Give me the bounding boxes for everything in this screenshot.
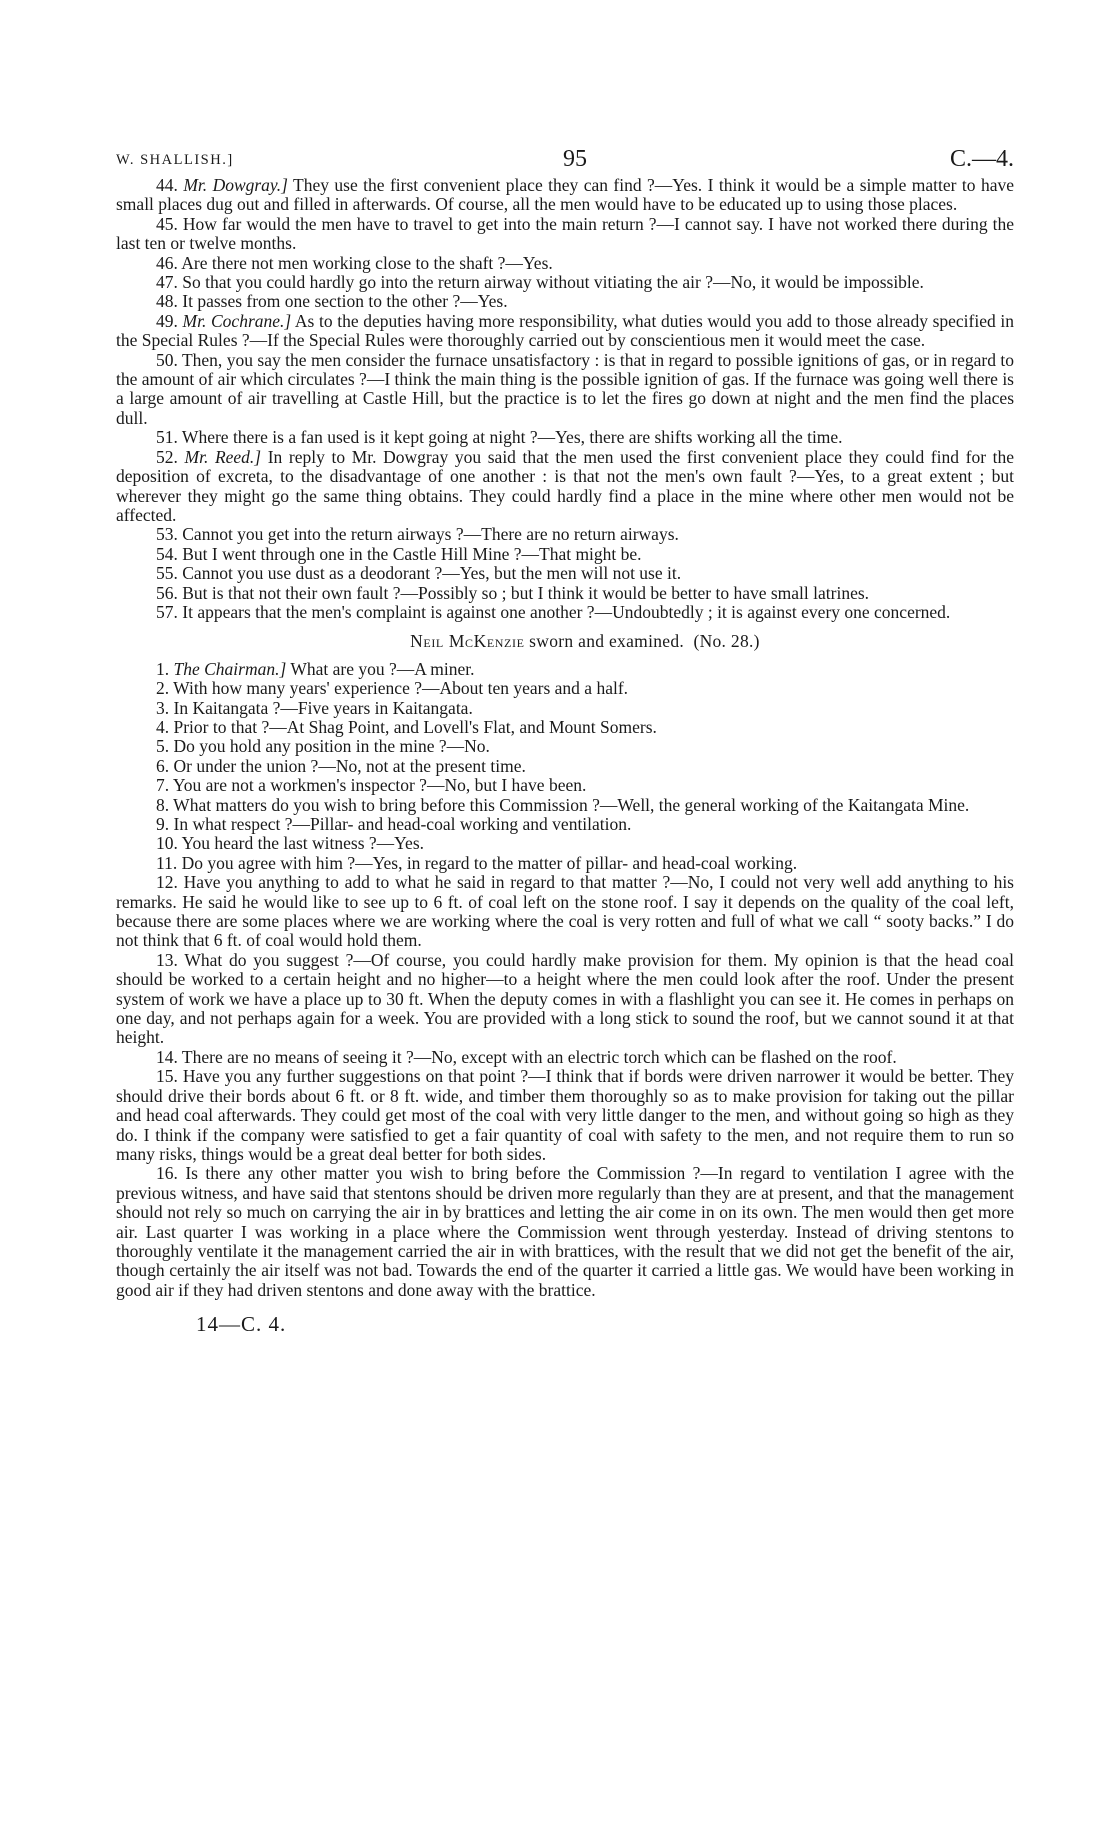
- question-answer: 50. Then, you say the men consider the furnace unsatisfactory : is that in regard to possible ignitions of gas, or in regard to the amount of air which circulates ?—I think the main thing is the possible ignition of gas. If the furnace was going well there is a large amount of air travelling at Castle Hill, but the practice is to let the fires go down at night and the men find the places dull.: [116, 349, 1014, 428]
- witness-name: Neil McKenzie: [410, 631, 525, 652]
- question-answer: 2. With how many years' experience ?—About ten years and a half.: [156, 678, 629, 699]
- testimony-part-2: [116, 660, 1014, 1300]
- witness-number: (No. 28.): [693, 631, 760, 652]
- question-answer: 7. You are not a workmen's inspector ?—No, but I have been.: [156, 775, 587, 796]
- question-answer: 3. In Kaitangata ?—Five years in Kaitangata.: [156, 697, 473, 718]
- question-answer: 11. Do you agree with him ?—Yes, in regard to the matter of pillar- and head-coal working.: [156, 852, 798, 873]
- running-head: [116, 146, 1014, 176]
- question-answer: 8. What matters do you wish to bring before this Commission ?—Well, the general working of the Kaitangata Mine.: [156, 794, 970, 815]
- question-answer: 5. Do you hold any position in the mine ?—No.: [156, 736, 490, 757]
- question-answer: 48. It passes from one section to the other ?—Yes.: [156, 291, 508, 312]
- question-answer: 4. Prior to that ?—At Shag Point, and Lovell's Flat, and Mount Somers.: [156, 716, 657, 737]
- question-answer: 44. Mr. Dowgray.] They use the first convenient place they can find ?—Yes. I think it would be a simple matter to have small places dug out and filled in afterwards. Of course, all the men would have to be educated up to using those places.: [116, 175, 1014, 215]
- question-answer: 1. The Chairman.] What are you ?—A miner.: [156, 658, 475, 679]
- question-answer: 56. But is that not their own fault ?—Possibly so ; but I think it would be better to have small latrines.: [156, 582, 870, 603]
- question-answer: 14. There are no means of seeing it ?—No, except with an electric torch which can be flashed on the roof.: [156, 1046, 897, 1067]
- question-answer: 52. Mr. Reed.] In reply to Mr. Dowgray you said that the men used the first convenient place they could find for the deposition of excreta, to the disadvantage of one another : is that not the men's own fault ?—Yes, to a great extent ; but wherever they might go the same thing obtains. They could hardly find a place in the mine where other men would not be affected.: [116, 446, 1015, 525]
- question-answer: 13. What do you suggest ?—Of course, you could hardly make provision for them. My opinion is that the head coal should be worked to a certain height and no higher—to a height where the men could look after the roof. Under the present system of work we have a place up to 30 ft. When the deputy comes in with a flashlight you can see it. He comes in perhaps on one day, and not perhaps again for a week. You are provided with a long stick to sound the roof, but we cannot sound it at that height.: [116, 949, 1014, 1048]
- page-number: 95: [563, 146, 587, 172]
- question-answer: 16. Is there any other matter you wish to bring before the Commission ?—In regard to ventilation I agree with the previous witness, and have said that stentons should be driven more regularly than they are at present, and that the management should not rely so much on carrying the air in by brattices and letting the air come in on its own. The men would then get more air. Last quarter I was working in a place where the Commission went through yesterday. Instead of driving stentons to thoroughly ventilate it the management carried the air in with brattices, with the result that we did not get the benefit of the air, though certainly the air itself was not bad. Towards the end of the quarter it carried a little gas. We would have been working in good air if they had driven stentons and done away with the brattice.: [116, 1163, 1014, 1300]
- question-answer: 6. Or under the union ?—No, not at the present time.: [156, 755, 526, 776]
- question-answer: 55. Cannot you use dust as a deodorant ?—Yes, but the men will not use it.: [156, 563, 682, 584]
- witness-name-header: W. SHALLISH.]: [116, 152, 234, 168]
- question-answer: 45. How far would the men have to travel to get into the main return ?—I cannot say. I have not worked there during the last ten or twelve months.: [116, 213, 1014, 254]
- question-answer: 15. Have you any further suggestions on that point ?—I think that if bords were driven narrower it would be better. They should drive their bords about 6 ft. or 8 ft. wide, and timber them thoroughly so as to make provision for taking out the pillar and head coal afterwards. They could get most of the coal with very little danger to the men, and without going so high as they do. I think if the company were satisfied to get a fair quantity of coal with safety to the men, and not require them to run so many risks, things would be a great deal better for both sides.: [116, 1066, 1014, 1164]
- question-answer: 49. Mr. Cochrane.] As to the deputies having more responsibility, what duties would you add to those already specified in the Special Rules ?—If the Special Rules were thoroughly carried out by conscientious men it would meet the case.: [116, 310, 1015, 351]
- question-answer: 54. But I went through one in the Castle Hill Mine ?—That might be.: [156, 543, 642, 564]
- question-answer: 57. It appears that the men's complaint is against one another ?—Undoubtedly ; it is against every one concerned.: [156, 601, 951, 622]
- signature-mark: 14—C. 4.: [196, 1312, 287, 1337]
- witness-heading: Neil McKenzie sworn and examined. (No. 28.): [410, 631, 760, 652]
- question-answer: 46. Are there not men working close to the shaft ?—Yes.: [156, 252, 553, 273]
- document-page: [116, 146, 1014, 1337]
- question-answer: 47. So that you could hardly go into the return airway without vitiating the air ?—No, it would be impossible.: [156, 272, 924, 293]
- testimony-part-1: [116, 176, 1014, 622]
- question-answer: 51. Where there is a fan used is it kept going at night ?—Yes, there are shifts working all the time.: [156, 427, 843, 448]
- question-answer: 10. You heard the last witness ?—Yes.: [156, 833, 425, 854]
- question-answer: 9. In what respect ?—Pillar- and head-coal working and ventilation.: [156, 814, 632, 834]
- question-answer: 53. Cannot you get into the return airways ?—There are no return airways.: [156, 524, 679, 545]
- question-answer: 12. Have you anything to add to what he said in regard to that matter ?—No, I could not very well add anything to his remarks. He said he would like to see up to 6 ft. of coal left on the stone roof. I say it depends on the quality of the coal left, because there are some places where we are working where the coal is very rotten and full of what we call “ sooty backs.” I do not think that 6 ft. of coal would hold them.: [116, 872, 1014, 951]
- paper-code: C.—4.: [949, 146, 1014, 172]
